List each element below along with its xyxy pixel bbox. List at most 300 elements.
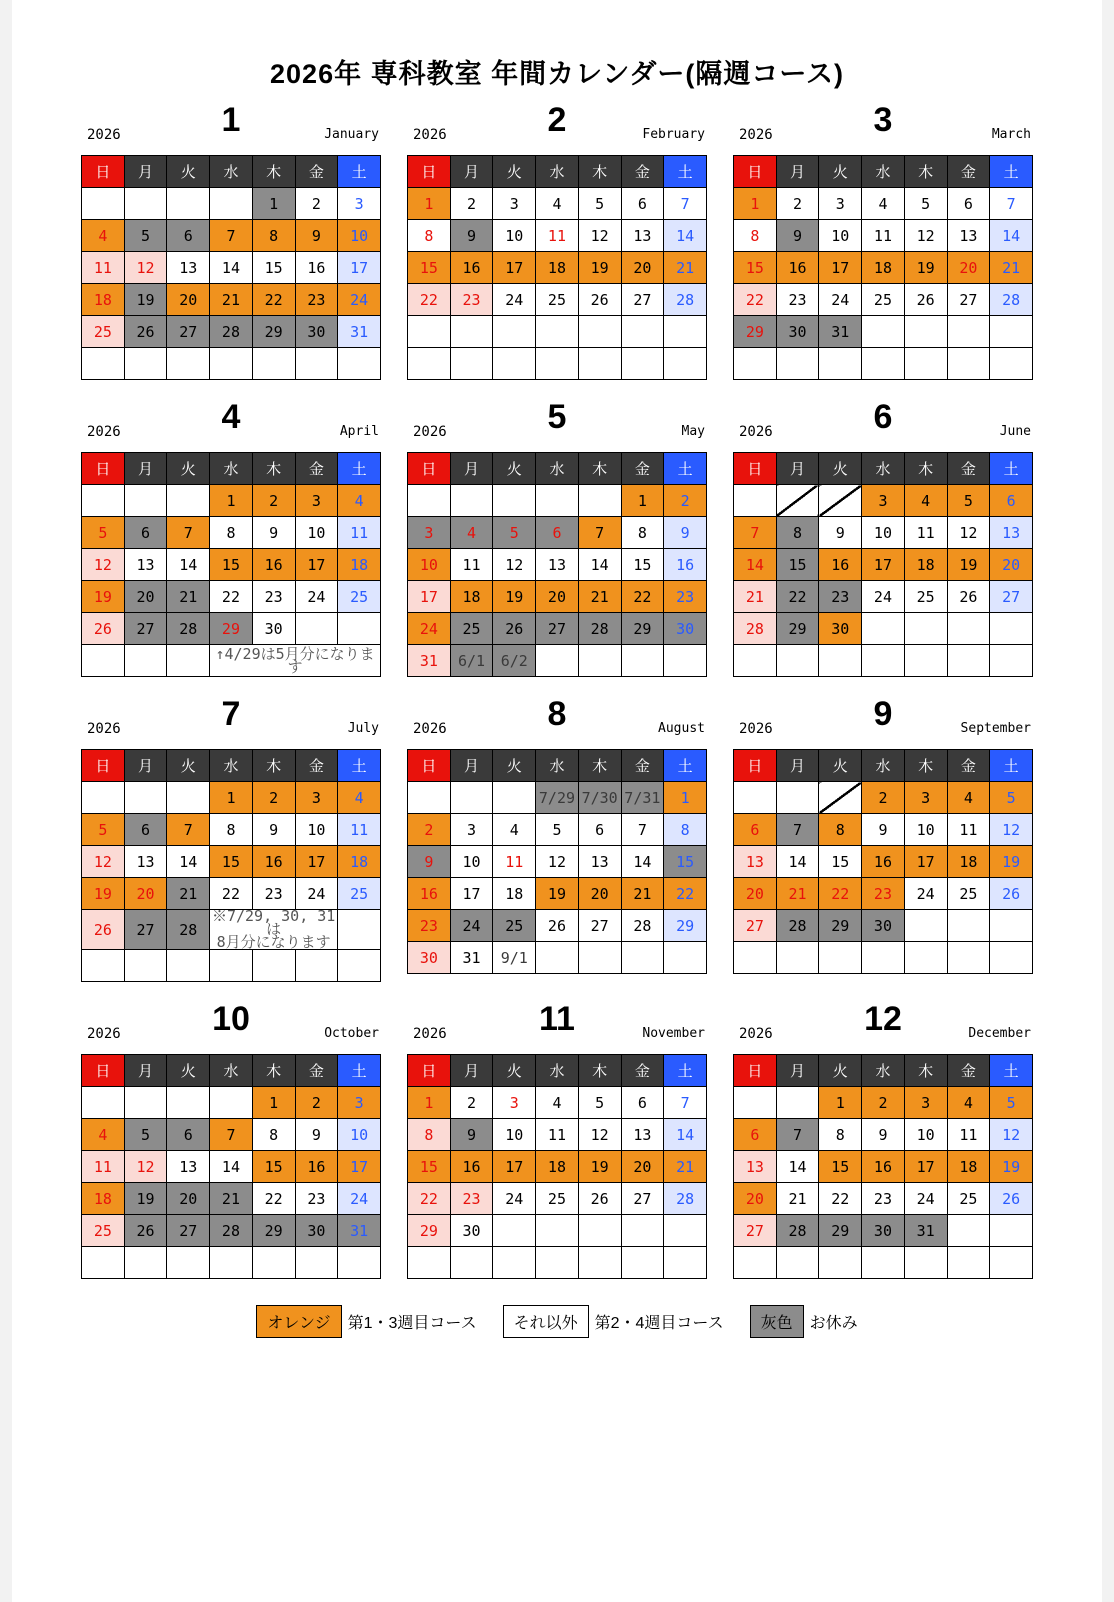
day-of-week-header: 月 (776, 453, 819, 485)
calendar-day-cell: 1 (408, 188, 451, 220)
day-of-week-header: 火 (167, 156, 210, 188)
calendar-day-cell: 26 (536, 910, 579, 942)
calendar-day-cell: 15 (819, 846, 862, 878)
calendar-day-cell: 22 (252, 1183, 295, 1215)
day-of-week-header: 金 (947, 750, 990, 782)
calendar-day-cell: 13 (167, 252, 210, 284)
calendar-day-cell: 25 (450, 613, 493, 645)
calendar-day-cell: 1 (621, 485, 664, 517)
calendar-day-cell: 5 (947, 485, 990, 517)
calendar-day-cell (82, 485, 125, 517)
day-of-week-header: 木 (578, 750, 621, 782)
day-of-week-header: 月 (124, 156, 167, 188)
day-of-week-header: 木 (904, 750, 947, 782)
calendar-day-cell: 29 (734, 316, 777, 348)
month-table (733, 749, 1033, 974)
day-of-week-header: 金 (947, 156, 990, 188)
month-table (81, 452, 381, 677)
calendar-day-cell: 24 (904, 878, 947, 910)
calendar-day-cell (493, 782, 536, 814)
month-block (407, 1000, 707, 1279)
calendar-day-cell: 3 (338, 1087, 381, 1119)
calendar-day-cell: 10 (904, 814, 947, 846)
calendar-day-cell: 24 (338, 1183, 381, 1215)
calendar-day-cell (408, 485, 451, 517)
month-block (81, 398, 381, 677)
week-row (82, 220, 381, 252)
calendar-day-cell: 30 (450, 1215, 493, 1247)
calendar-day-cell: 6 (167, 1119, 210, 1151)
day-of-week-header: 木 (904, 1055, 947, 1087)
calendar-day-cell: 14 (621, 846, 664, 878)
calendar-day-cell: 25 (947, 1183, 990, 1215)
month-table (407, 1054, 707, 1279)
week-row (734, 645, 1033, 677)
calendar-day-cell: 23 (252, 581, 295, 613)
calendar-day-cell: 20 (167, 284, 210, 316)
calendar-day-cell: 24 (450, 910, 493, 942)
calendar-day-cell: 27 (947, 284, 990, 316)
calendar-day-cell: 29 (819, 1215, 862, 1247)
calendar-day-cell: 6 (578, 814, 621, 846)
calendar-day-cell: 16 (819, 549, 862, 581)
month-table (733, 452, 1033, 677)
calendar-day-cell: 6 (734, 1119, 777, 1151)
calendar-day-cell: 10 (493, 1119, 536, 1151)
day-of-week-header: 火 (819, 750, 862, 782)
calendar-day-cell: 19 (904, 252, 947, 284)
legend-label: 第1・3週目コース (347, 1315, 477, 1332)
calendar-day-cell: 19 (990, 1151, 1033, 1183)
calendar-day-cell: 18 (904, 549, 947, 581)
calendar-day-cell: 11 (904, 517, 947, 549)
calendar-day-cell (578, 1215, 621, 1247)
month-number: 6 (873, 398, 893, 436)
week-row (82, 1183, 381, 1215)
month-block (733, 1000, 1033, 1279)
calendar-day-cell (947, 316, 990, 348)
day-of-week-header: 日 (82, 453, 125, 485)
week-row (82, 188, 381, 220)
month-year: 2026 (739, 127, 773, 143)
calendar-day-cell: 9 (450, 220, 493, 252)
calendar-day-cell: 31 (819, 316, 862, 348)
month-table (733, 155, 1033, 380)
calendar-day-cell: 15 (408, 1151, 451, 1183)
month-year: 2026 (739, 424, 773, 440)
calendar-day-cell: 9/1 (493, 942, 536, 974)
legend-item (750, 1305, 858, 1338)
calendar-day-cell: 7 (210, 220, 253, 252)
calendar-day-cell: 19 (493, 581, 536, 613)
calendar-day-cell (450, 782, 493, 814)
week-row (734, 613, 1033, 645)
calendar-day-cell: 21 (578, 581, 621, 613)
day-of-week-header: 木 (252, 453, 295, 485)
week-row (82, 1151, 381, 1183)
calendar-day-cell: 3 (904, 782, 947, 814)
calendar-day-cell: 19 (990, 846, 1033, 878)
week-row (408, 942, 707, 974)
calendar-day-cell (734, 348, 777, 380)
calendar-day-cell: 10 (338, 1119, 381, 1151)
day-of-week-header: 土 (338, 156, 381, 188)
calendar-day-cell: 7 (734, 517, 777, 549)
day-of-week-header: 日 (734, 1055, 777, 1087)
calendar-day-cell: 25 (82, 316, 125, 348)
calendar-day-cell: 2 (862, 1087, 905, 1119)
week-row (734, 348, 1033, 380)
calendar-day-cell: 8 (408, 220, 451, 252)
month-year: 2026 (413, 721, 447, 737)
calendar-day-cell: 9 (252, 814, 295, 846)
calendar-day-cell: 12 (578, 1119, 621, 1151)
calendar-day-cell: 20 (947, 252, 990, 284)
calendar-day-cell (124, 348, 167, 380)
calendar-day-cell: 12 (124, 252, 167, 284)
calendar-day-cell: 21 (210, 284, 253, 316)
calendar-day-cell: 6 (124, 517, 167, 549)
calendar-day-cell (450, 348, 493, 380)
calendar-day-cell (536, 1215, 579, 1247)
calendar-day-cell (536, 942, 579, 974)
calendar-day-cell: 6 (734, 814, 777, 846)
calendar-day-cell: 20 (734, 878, 777, 910)
calendar-day-cell (82, 348, 125, 380)
legend-swatch: 灰色 (750, 1305, 804, 1338)
day-of-week-header: 水 (536, 453, 579, 485)
month-header (81, 1000, 381, 1054)
day-of-week-header: 火 (819, 1055, 862, 1087)
calendar-day-cell: 1 (210, 485, 253, 517)
calendar-day-cell: 4 (536, 1087, 579, 1119)
calendar-day-cell (776, 485, 819, 517)
calendar-day-cell: 20 (621, 252, 664, 284)
month-block (407, 101, 707, 380)
week-row (82, 1119, 381, 1151)
month-number: 11 (539, 1000, 575, 1038)
calendar-day-cell: 22 (408, 284, 451, 316)
calendar-day-cell: 5 (536, 814, 579, 846)
calendar-day-cell: 10 (295, 814, 338, 846)
calendar-day-cell (990, 645, 1033, 677)
calendar-day-cell: 3 (450, 814, 493, 846)
calendar-day-cell (578, 942, 621, 974)
calendar-day-cell (450, 316, 493, 348)
calendar-day-cell: 8 (210, 517, 253, 549)
calendar-day-cell: 7 (210, 1119, 253, 1151)
calendar-day-cell: 1 (819, 1087, 862, 1119)
month-number: 9 (873, 695, 893, 733)
calendar-day-cell: 26 (82, 613, 125, 645)
week-row (408, 1151, 707, 1183)
calendar-day-cell (621, 645, 664, 677)
week-row (82, 645, 381, 677)
calendar-day-cell: 23 (252, 878, 295, 910)
day-of-week-header: 月 (124, 1055, 167, 1087)
calendar-day-cell: 21 (621, 878, 664, 910)
month-block (81, 695, 381, 982)
calendar-day-cell: 21 (664, 1151, 707, 1183)
calendar-day-cell (664, 942, 707, 974)
week-row (734, 220, 1033, 252)
calendar-day-cell: 4 (536, 188, 579, 220)
calendar-day-cell: 17 (904, 1151, 947, 1183)
calendar-day-cell: 8 (819, 1119, 862, 1151)
week-row (408, 220, 707, 252)
day-of-week-header: 金 (947, 453, 990, 485)
calendar-day-cell: 19 (536, 878, 579, 910)
calendar-day-cell: 25 (947, 878, 990, 910)
calendar-day-cell: 15 (252, 1151, 295, 1183)
calendar-day-cell (295, 1247, 338, 1279)
calendar-day-cell: 13 (621, 1119, 664, 1151)
calendar-day-cell: 6 (124, 814, 167, 846)
week-row (82, 581, 381, 613)
day-of-week-header: 木 (252, 156, 295, 188)
month-block (733, 398, 1033, 677)
calendar-day-cell: 14 (210, 252, 253, 284)
legend-swatch: オレンジ (256, 1305, 341, 1338)
calendar-day-cell (124, 1247, 167, 1279)
calendar-day-cell: 25 (493, 910, 536, 942)
calendar-day-cell: 1 (408, 1087, 451, 1119)
calendar-day-cell (947, 348, 990, 380)
calendar-day-cell: 3 (819, 188, 862, 220)
calendar-day-cell: 27 (990, 581, 1033, 613)
calendar-day-cell (536, 316, 579, 348)
calendar-day-cell (82, 645, 125, 677)
calendar-day-cell: 10 (493, 220, 536, 252)
calendar-day-cell: 10 (295, 517, 338, 549)
day-of-week-header: 水 (210, 156, 253, 188)
calendar-day-cell: 3 (338, 188, 381, 220)
day-of-week-header: 土 (338, 1055, 381, 1087)
calendar-day-cell: 18 (82, 284, 125, 316)
calendar-day-cell (819, 1247, 862, 1279)
calendar-day-cell (82, 782, 125, 814)
week-row (82, 348, 381, 380)
calendar-day-cell: 2 (252, 485, 295, 517)
day-of-week-header: 月 (124, 453, 167, 485)
month-table (407, 749, 707, 974)
calendar-day-cell (990, 1215, 1033, 1247)
month-year: 2026 (87, 424, 121, 440)
month-number: 3 (873, 101, 893, 139)
month-number: 7 (221, 695, 241, 733)
calendar-day-cell: 28 (990, 284, 1033, 316)
month-table (81, 155, 381, 380)
calendar-day-cell: 7 (776, 1119, 819, 1151)
calendar-day-cell: 28 (578, 613, 621, 645)
calendar-day-cell: 29 (252, 1215, 295, 1247)
calendar-day-cell (493, 1247, 536, 1279)
calendar-day-cell (664, 645, 707, 677)
calendar-day-cell: 22 (408, 1183, 451, 1215)
calendar-day-cell: 31 (338, 316, 381, 348)
day-of-week-header: 水 (536, 156, 579, 188)
calendar-day-cell: 25 (338, 581, 381, 613)
calendar-day-cell: 13 (578, 846, 621, 878)
week-row (408, 1183, 707, 1215)
calendar-day-cell (947, 613, 990, 645)
calendar-day-cell: 4 (947, 782, 990, 814)
calendar-day-cell: 23 (450, 1183, 493, 1215)
day-of-week-header: 水 (210, 750, 253, 782)
week-row (408, 910, 707, 942)
calendar-day-cell (990, 942, 1033, 974)
calendar-day-cell: 24 (408, 613, 451, 645)
calendar-day-cell: 17 (819, 252, 862, 284)
week-row (734, 316, 1033, 348)
calendar-day-cell: 26 (578, 1183, 621, 1215)
calendar-day-cell (664, 316, 707, 348)
calendar-day-cell: 5 (990, 1087, 1033, 1119)
day-of-week-header: 日 (734, 453, 777, 485)
calendar-day-cell (450, 1247, 493, 1279)
week-row (82, 485, 381, 517)
calendar-day-cell (578, 1247, 621, 1279)
calendar-day-cell (776, 1247, 819, 1279)
calendar-day-cell (621, 1215, 664, 1247)
week-row (408, 252, 707, 284)
week-row (408, 645, 707, 677)
day-of-week-header: 土 (664, 750, 707, 782)
calendar-day-cell (621, 316, 664, 348)
calendar-day-cell: 19 (124, 1183, 167, 1215)
week-row (408, 316, 707, 348)
page-title: 2026年 専科教室 年間カレンダー(隔週コース) (270, 59, 844, 89)
calendar-day-cell: 19 (578, 1151, 621, 1183)
month-block (733, 101, 1033, 380)
calendar-day-cell: 24 (819, 284, 862, 316)
calendar-day-cell (862, 348, 905, 380)
calendar-day-cell: 28 (776, 910, 819, 942)
day-of-week-header: 日 (734, 156, 777, 188)
week-row (408, 1215, 707, 1247)
calendar-day-cell: 2 (295, 1087, 338, 1119)
month-name-english: March (991, 127, 1031, 142)
calendar-day-cell (664, 348, 707, 380)
day-of-week-header: 土 (664, 156, 707, 188)
week-row (734, 581, 1033, 613)
day-of-week-header: 金 (295, 750, 338, 782)
legend-swatch: それ以外 (503, 1305, 589, 1338)
month-name-english: July (347, 721, 379, 736)
day-of-week-header: 金 (621, 156, 664, 188)
calendar-day-cell (210, 950, 253, 982)
calendar-day-cell: 15 (252, 252, 295, 284)
day-of-week-header: 火 (167, 1055, 210, 1087)
calendar-day-cell: 21 (664, 252, 707, 284)
calendar-day-cell: 11 (862, 220, 905, 252)
calendar-day-cell (776, 645, 819, 677)
calendar-day-cell (338, 348, 381, 380)
month-year: 2026 (87, 721, 121, 737)
calendar-day-cell (734, 645, 777, 677)
calendar-day-cell (167, 485, 210, 517)
calendar-day-cell: 14 (210, 1151, 253, 1183)
calendar-day-cell: 11 (82, 252, 125, 284)
calendar-day-cell: 14 (167, 846, 210, 878)
calendar-day-cell: 8 (210, 814, 253, 846)
week-row (408, 549, 707, 581)
calendar-day-cell: 11 (947, 814, 990, 846)
week-row (82, 517, 381, 549)
week-row (82, 1247, 381, 1279)
calendar-day-cell (990, 348, 1033, 380)
week-row (734, 910, 1033, 942)
month-name-english: June (999, 424, 1031, 439)
calendar-day-cell: 26 (493, 613, 536, 645)
calendar-day-cell: 29 (408, 1215, 451, 1247)
day-of-week-header: 木 (252, 750, 295, 782)
month-block (733, 695, 1033, 982)
week-row (82, 878, 381, 910)
calendar-day-cell: 5 (578, 188, 621, 220)
calendar-day-cell: 29 (210, 613, 253, 645)
calendar-day-cell: 1 (252, 1087, 295, 1119)
calendar-day-cell: 29 (664, 910, 707, 942)
week-row (408, 517, 707, 549)
calendar-day-cell: 17 (493, 252, 536, 284)
month-name-english: December (968, 1026, 1031, 1041)
day-of-week-header: 日 (408, 453, 451, 485)
day-of-week-header: 土 (990, 156, 1033, 188)
month-name-english: April (339, 424, 379, 439)
day-of-week-header: 日 (82, 1055, 125, 1087)
month-header (407, 101, 707, 155)
calendar-day-cell: 14 (578, 549, 621, 581)
calendar-day-cell: 16 (408, 878, 451, 910)
calendar-day-cell (990, 613, 1033, 645)
month-year: 2026 (739, 721, 773, 737)
calendar-day-cell: 28 (734, 613, 777, 645)
calendar-day-cell: 26 (124, 1215, 167, 1247)
day-of-week-header: 月 (776, 1055, 819, 1087)
calendar-day-cell: 28 (621, 910, 664, 942)
calendar-day-cell (210, 1247, 253, 1279)
calendar-day-cell: 11 (536, 220, 579, 252)
calendar-day-cell: 2 (408, 814, 451, 846)
month-year: 2026 (87, 127, 121, 143)
calendar-day-cell: 13 (947, 220, 990, 252)
day-of-week-header: 月 (776, 750, 819, 782)
calendar-day-cell (210, 348, 253, 380)
calendar-day-cell: 16 (862, 1151, 905, 1183)
calendar-day-cell: 9 (295, 1119, 338, 1151)
day-of-week-header: 金 (295, 156, 338, 188)
calendar-day-cell (295, 613, 338, 645)
calendar-day-cell (167, 782, 210, 814)
calendar-day-cell: 10 (450, 846, 493, 878)
calendar-day-cell: 30 (664, 613, 707, 645)
calendar-day-cell: 17 (862, 549, 905, 581)
calendar-day-cell (862, 645, 905, 677)
calendar-day-cell (493, 348, 536, 380)
calendar-note: ↑4/29は5月分になります (210, 645, 381, 677)
calendar-day-cell: 30 (819, 613, 862, 645)
calendar-day-cell (82, 950, 125, 982)
calendar-day-cell: 8 (252, 1119, 295, 1151)
month-name-english: January (324, 127, 379, 142)
day-of-week-header: 土 (664, 1055, 707, 1087)
month-header (407, 1000, 707, 1054)
calendar-day-cell (904, 316, 947, 348)
month-header (407, 398, 707, 452)
month-header (407, 695, 707, 749)
calendar-day-cell: 26 (578, 284, 621, 316)
